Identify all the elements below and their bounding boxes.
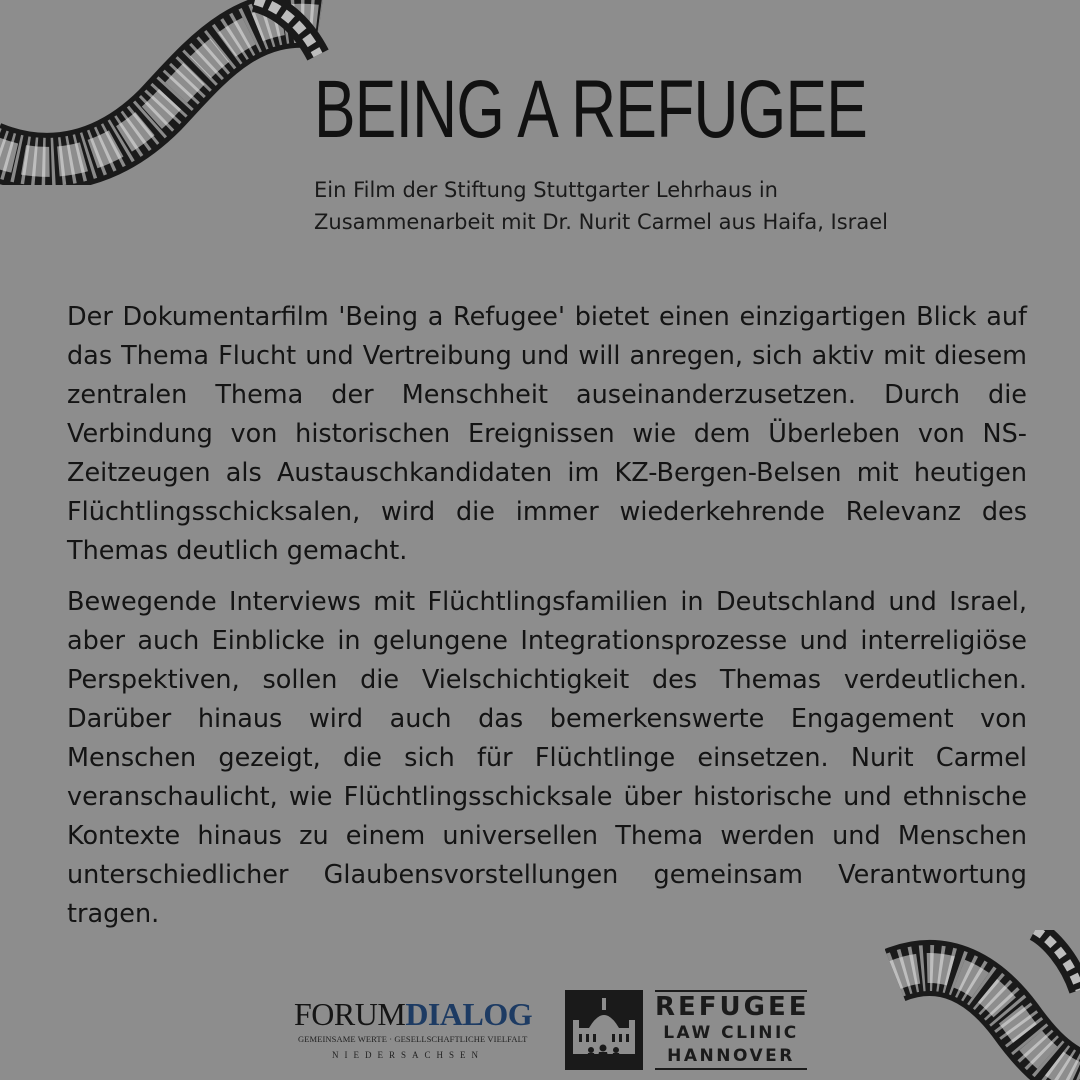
forum-dialog-tagline: GEMEINSAME WERTE · GESELLSCHAFTLICHE VIELFALT <box>298 1034 528 1044</box>
building-silhouette-icon <box>565 990 643 1070</box>
forum-dialog-logo <box>294 994 546 1064</box>
film-strip-icon <box>885 930 1080 1080</box>
body-text <box>67 298 1027 934</box>
forum-dialog-wordmark-part2: DIALOG <box>405 996 533 1032</box>
forum-dialog-region: NIEDERSACHSEN <box>332 1050 485 1060</box>
rlc-line-3: HANNOVER <box>667 1046 795 1066</box>
page-title: BEING A REFUGEE <box>314 64 868 155</box>
subtitle-line: Zusammenarbeit mit Dr. Nurit Carmel aus Haifa, Israel <box>314 210 888 234</box>
paragraph: Bewegende Interviews mit Flüchtlingsfamilien in Deutschland und Israel, aber auch Einblicke in gelungene Integrationsprozesse und interreligiöse Perspektiven, sollen die Vielschichtigkeit des Themas verdeutlichen. Darüber hinaus wird auch das bemerkenswerte Engagement von Menschen gezeigt, die sich für Flüchtlinge einsetzen. Nurit Carmel veranschaulicht, wie Flüchtlingsschicksale über historische und ethnische Kontexte hinaus zu einem universellen Thema werden und Menschen unterschiedlicher Glaubensvorstellungen gemeinsam Verantwortung tragen. <box>67 587 1027 929</box>
refugee-law-clinic-logo <box>565 990 810 1070</box>
rlc-line-1: REFUGEE <box>655 992 810 1022</box>
subtitle <box>314 174 1014 238</box>
rlc-line-2: LAW CLINIC <box>663 1023 799 1043</box>
refugee-law-clinic-text <box>655 990 810 1070</box>
forum-dialog-wordmark <box>294 994 532 1034</box>
subtitle-line: Ein Film der Stiftung Stuttgarter Lehrhaus in <box>314 178 778 202</box>
divider <box>655 1068 807 1070</box>
forum-dialog-wordmark-part1: FORUM <box>294 996 406 1032</box>
paragraph: Der Dokumentarfilm 'Being a Refugee' bietet einen einzigartigen Blick auf das Thema Flucht und Vertreibung und will anregen, sich aktiv mit diesem zentralen Thema der Menschheit auseinanderzusetzen. Durch die Verbindung von historischen Ereignissen wie dem Überleben von NS-Zeitzeugen als Austauschkandidaten im KZ-Bergen-Belsen mit heutigen Flüchtlingsschicksalen, wird die immer wiederkehrende Relevanz des Themas deutlich gemacht. <box>67 302 1027 566</box>
film-strip-icon <box>0 0 330 185</box>
